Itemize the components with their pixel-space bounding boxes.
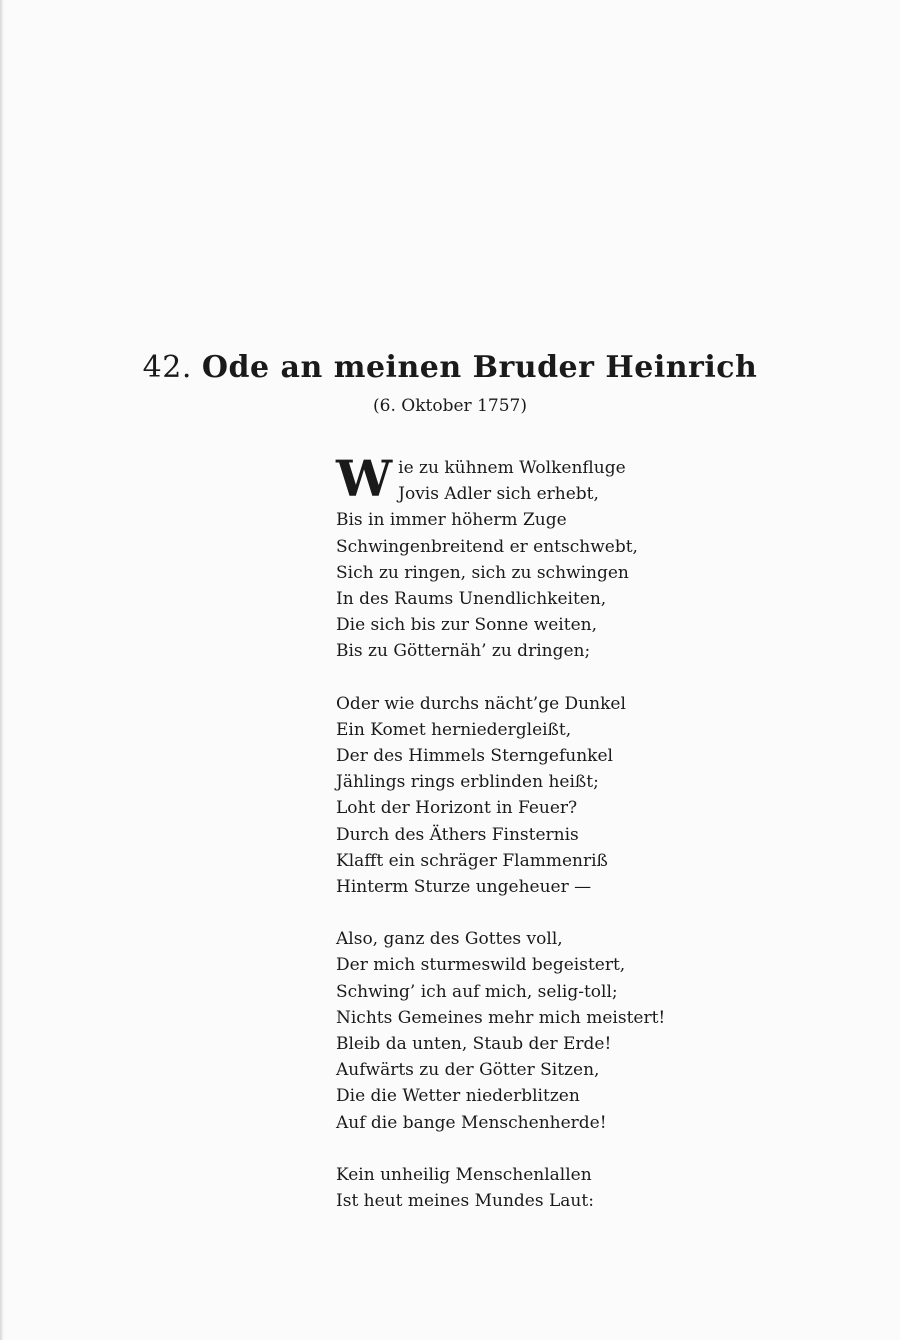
poem-title: Ode an meinen Bruder Heinrich — [201, 350, 758, 385]
verse-line: Kein unheilig Menschenlallen — [336, 1164, 592, 1185]
poem-title-heading — [0, 350, 900, 385]
verse-line: Jovis Adler sich erhebt, — [398, 484, 599, 505]
verse-line: Loht der Horizont in Feuer? — [336, 798, 578, 819]
verse-line: Ist heut meines Mundes Laut: — [336, 1191, 594, 1212]
poem-number: 42. — [142, 350, 192, 385]
poem-date: (6. Oktober 1757) — [373, 396, 527, 416]
page-edge — [0, 0, 4, 1340]
stanza-3 — [336, 926, 776, 1136]
verse-line: Schwing’ ich auf mich, selig-toll; — [336, 981, 618, 1002]
poem-body — [336, 449, 776, 1240]
stanza-4 — [336, 1162, 776, 1214]
verse-line: Ein Komet herniedergleißt, — [336, 719, 572, 740]
verse-line: Nichts Gemeines mehr mich meistert! — [336, 1007, 666, 1028]
verse-line: Bis zu Götternäh’ zu dringen; — [336, 641, 591, 662]
verse-line: Der mich sturmeswild begeistert, — [336, 955, 626, 976]
stanza-1 — [336, 449, 776, 665]
verse-line: Oder wie durchs nächt’ge Dunkel — [336, 693, 626, 714]
verse-line: ie zu kühnem Wolkenfluge — [398, 458, 626, 478]
verse-line: Jählings rings erblinden heißt; — [336, 772, 599, 793]
stanza-2 — [336, 691, 776, 901]
verse-line: Durch des Äthers Finsternis — [336, 824, 579, 845]
verse-line: Klafft ein schräger Flammenriß — [336, 850, 608, 871]
verse-line: Schwingenbreitend er entschwebt, — [336, 536, 638, 557]
drop-cap: W — [336, 449, 393, 508]
verse-line: Also, ganz des Gottes voll, — [336, 929, 563, 950]
verse-line: Aufwärts zu der Götter Sitzen, — [336, 1060, 600, 1081]
verse-line: In des Raums Unendlichkeiten, — [336, 589, 607, 610]
verse-line: Bis in immer höherm Zuge — [336, 510, 567, 531]
verse-line: Die sich bis zur Sonne weiten, — [336, 615, 597, 636]
verse-line: Der des Himmels Sterngefunkel — [336, 746, 613, 767]
verse-line: Hinterm Sturze ungeheuer — — [336, 877, 592, 898]
verse-line: Die die Wetter niederblitzen — [336, 1086, 580, 1107]
verse-line: Auf die bange Menschenherde! — [336, 1112, 607, 1133]
verse-line: Sich zu ringen, sich zu schwingen — [336, 562, 629, 583]
verse-line: Bleib da unten, Staub der Erde! — [336, 1034, 612, 1055]
